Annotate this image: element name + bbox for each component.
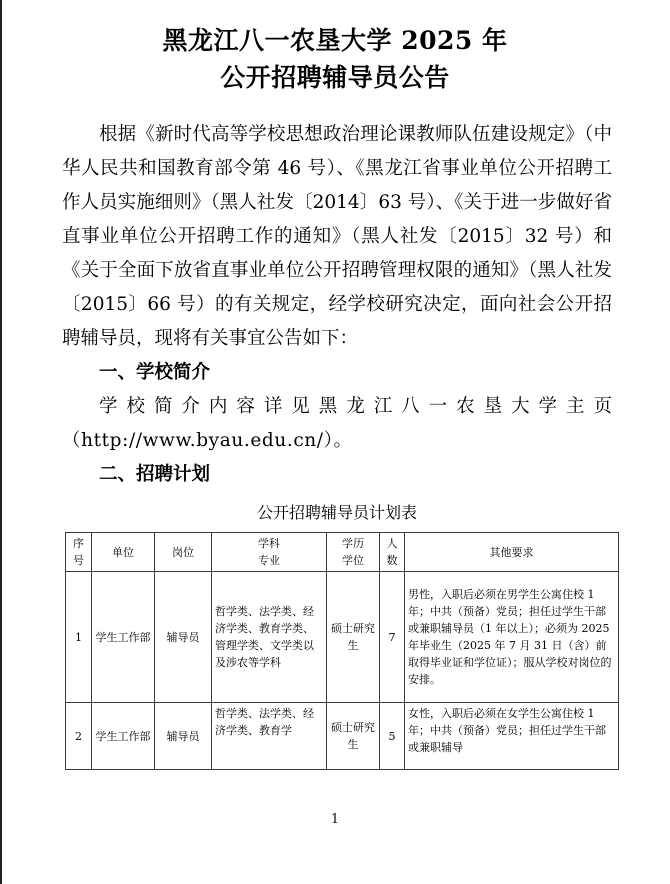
column-header-major-bottom: 专业: [258, 554, 280, 567]
page-title-line-1: 黑龙江八一农垦大学 2025 年: [162, 26, 508, 55]
column-header-unit-top: 单位: [112, 545, 134, 559]
section-text-school-profile: 学校简介内容详见黑龙江八一农垦大学主页: [99, 396, 612, 417]
column-header-major: [212, 533, 327, 572]
table-caption: 公开招聘辅导员计划表: [256, 503, 417, 522]
page-title-line-2: 公开招聘辅导员公告: [220, 63, 450, 92]
table-row: [66, 572, 619, 703]
recruitment-plan-table: [65, 532, 619, 770]
page-title: [0, 0, 670, 96]
page-number: 1: [330, 812, 340, 827]
cell-unit: 学生工作部: [92, 572, 155, 703]
cell-unit: 学生工作部: [92, 703, 155, 770]
column-header-post-top: 岗位: [172, 545, 194, 559]
column-header-unit: [92, 533, 155, 572]
cell-other-requirements: 男性，入职后必须在男学生公寓住校 1 年；中共（预备）党员；担任过学生干部或兼职辅导员（1 年以上）；必须为 2025 年毕业生（2025 年 7 月 31 日（含）前取得毕业证和学位证）；服从学校对岗位的安排。: [405, 572, 619, 703]
cell-other-requirements: 女性，入职后必须在女学生公寓住校 1 年；中共（预备）党员；担任过学生干部或兼职辅导: [405, 703, 619, 770]
column-header-major-top: 学科: [258, 537, 280, 550]
column-header-degree-top: 学历: [342, 537, 364, 550]
cell-count: 5: [380, 703, 405, 770]
table-row: [66, 703, 619, 770]
column-header-post: [155, 533, 212, 572]
column-header-no: [66, 533, 92, 572]
intro-paragraph: 根据《新时代高等学校思想政治理论课教师队伍建设规定》（中华人民共和国教育部令第 46 号）、《黑龙江省事业单位公开招聘工作人员实施细则》（黑人社发〔2014〕63 号）、《关于进一步做好省直事业单位公开招聘工作的通知》（黑人社发〔2015〕32 号）和《关于全面下放省直事业单位公开招聘管理权限的通知》（黑人社发〔2015〕66 号）的有关规定，经学校研究决定，面向社会公开招聘辅导员，现将有关事宜公告如下：: [62, 124, 612, 349]
cell-post: 辅导员: [155, 703, 212, 770]
document-body: [0, 118, 670, 770]
cell-major: 哲学类、法学类、经济学类、教育学: [212, 703, 327, 770]
column-header-no-bottom: 号: [73, 554, 84, 567]
cell-degree: 硕士研究生: [327, 703, 380, 770]
column-header-count-bottom: 数: [386, 554, 398, 567]
column-header-other-requirements: [405, 533, 619, 572]
cell-degree: 硕士研究生: [327, 572, 380, 703]
column-header-degree: [327, 533, 380, 572]
cell-major: 哲学类、法学类、经济学类、教育学类、管理学类、文学类以及涉农等学科: [212, 572, 327, 703]
column-header-no-top: 序: [73, 537, 84, 550]
column-header-other-top: 其他要求: [489, 545, 534, 559]
column-header-count-top: 人: [386, 537, 398, 550]
section-heading-school-profile: 一、学校简介: [99, 362, 211, 383]
cell-no: 2: [66, 703, 92, 770]
school-homepage-url: （http://www.byau.edu.cn/）。: [62, 430, 353, 451]
table-header-row: [66, 533, 619, 572]
section-heading-recruitment-plan: 二、招聘计划: [99, 464, 211, 485]
cell-no: 1: [66, 572, 92, 703]
cell-count: 7: [380, 572, 405, 703]
column-header-degree-bottom: 学位: [342, 554, 364, 567]
column-header-count: [380, 533, 405, 572]
cell-post: 辅导员: [155, 572, 212, 703]
